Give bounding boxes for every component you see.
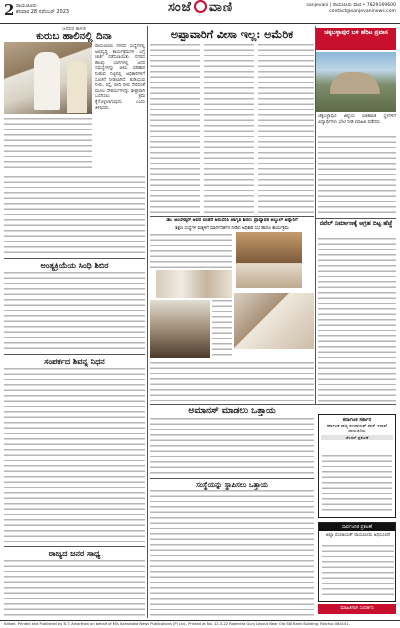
contact-line-2: contact@sanjevaninews.com [329, 9, 396, 14]
left-mid2-body-lines [4, 368, 145, 544]
left-story-text: ರಾಯಚೂರು ನಗರದ ಸಂಸ್ಥೆಗಳಲ್ಲಿ ಅಭಿವೃದ್ಧಿ ಕಾರ್ಯಕ್ರಮಗಳ ಬಗ್ಗೆ ಚರ್ಚೆ ನಡೆಸಲಾಯಿತು. ನಗರದ ಹಲವು ಭಾಗಗಳಲ್ಲಿ ಜನರ ಸಮಸ್ಯೆಗಳನ್ನು ಆಲಿಸಿ ಪರಿಹಾರ ನೀಡುವ ನಿಟ್ಟಿನಲ್ಲಿ ಅಧಿಕಾರಿಗಳಿಗೆ ಸೂಚನೆ ನೀಡಲಾಗಿದೆ. ಕುಡಿಯುವ ನೀರು, ರಸ್ತೆ, ಬೀದಿ ದೀಪ ಸೇರಿದಂತೆ ಮೂಲ ಸೌಕರ್ಯಗಳನ್ನು ಶೀಘ್ರವಾಗಿ ಒದಗಿಸಲು ಕ್ರಮ ಕೈಗೊಳ್ಳಲಾಗುವುದು ಎಂದು ತಿಳಿಸಿದರು. [95, 44, 145, 111]
contact-strip-ad: ಮಾಹಿತಿಗಾಗಿ ಸಂಪರ್ಕಿಸಿ [318, 604, 396, 614]
ad1-subtitle: ಕರ್ನಾಟಕ ರಾಜ್ಯ ಪಂಚಾಯತ್ ರಾಜ್ ಇಲಾಖೆ ರಾಯಚೂರು [327, 423, 387, 433]
center-portrait-photo [150, 300, 210, 358]
left-bottom-body-lines [4, 560, 145, 618]
center-low-body-lines [150, 418, 314, 476]
left-mid2-headline: ಸಂಪರ್ಕದ ಶಿವನ್ನ ನಿಧನ [44, 356, 105, 366]
center-low-headline-2: ಸಂಸ್ಥೆಯನ್ನು ಸ್ಥಾಪಿಸಲು ಒತ್ತಾಯ [196, 480, 268, 489]
right-mid-body-lines [318, 238, 396, 404]
date-line [16, 3, 126, 15]
date-city: ರಾಯಚೂರು [16, 3, 37, 9]
contact-line-1: sanjevani | ರಾಯಚೂರು ವಾಣಿ • 7829169600 [306, 3, 396, 8]
divider [150, 404, 396, 405]
ad2-body-lines [322, 545, 394, 599]
center-subhead: ಡಾ: ಅಂಬೇಡ್ಕರ್ ಅವರ ಚಿಂತನೆ ಅನುಸರಿಸಿ ಜಾಗೃತಿ ಶಿಬಿರ: ಪ್ರಾಧ್ಯಾಪಕ ಅಬ್ದುಲ್ ಅನ್ನಾರಿಗೆ [166, 218, 298, 223]
center-col-1-lines [150, 44, 200, 214]
government-tender-ad [318, 414, 396, 518]
center-low2-body-lines [150, 490, 314, 618]
divider [4, 354, 145, 355]
left-mid-body-lines [4, 272, 145, 352]
logo-right-text: ವಾಣಿ [208, 0, 234, 15]
center-meeting-photo [234, 293, 314, 349]
date-text: ಶನಿವಾರ 28 ನವೆಂಬರ್ 2023 [16, 9, 70, 15]
right-ribbon-headline: ಚಿಕ್ಕಬಳ್ಳಾಪುರ ಬಳಿ ಹೆರಿಟ ಪ್ರವಾಸ [316, 28, 396, 50]
center-col-3-lines [258, 44, 314, 214]
center-low-headline: ಅಮಾನಸ್ ಮಾಡಲು ಒತ್ತಾಯ [188, 406, 276, 416]
column-rule [147, 26, 148, 618]
masthead [0, 0, 400, 24]
divider [4, 258, 145, 259]
left-kicker: ಜನಪರ ಕಾಳಜಿ [62, 26, 86, 32]
right-mid-headline: ನವೆಲ್ ನಿರ್ಮಾಣಕ್ಕೆ ಆಗ್ರಹ ದಿಟ್ಟ ಹೆಜ್ಜೆ [319, 220, 393, 227]
page-number: 2 [4, 1, 15, 19]
right-top-text: ಚಿಕ್ಕಬಳ್ಳಾಪುರ ಜಿಲ್ಲೆಯ ಐತಿಹಾಸಿಕ ಸ್ಥಳಗಳಿಗೆ ವಿದ್ಯಾರ್ಥಿಗಳು ಭೇಟಿ ನೀಡಿ ಮಾಹಿತಿ ಪಡೆದರು. [318, 114, 396, 125]
ad2-bar: ಸಾರ್ವಜನಿಕ ಪ್ರಕಟಣೆ [319, 523, 395, 531]
right-heritage-photo [316, 52, 396, 112]
ad1-body-lines [322, 455, 392, 513]
logo-left-text: ಸಂಜೆ [168, 0, 192, 15]
divider [316, 218, 396, 219]
center-col-2-lines [204, 44, 254, 214]
center-headline: ಅಪ್ಪಾವಾರಿಗೆ ವೀಸಾ ಇಲ್ಲ: ಅಮೆರಿಕ [170, 28, 294, 41]
left-headline: ಕುರುಬ ಹಾಲಿನಲ್ಲಿ ದಿನಾ [36, 31, 112, 42]
ad1-title: ಕರ್ನಾಟಕ ಸರ್ಕಾರ [342, 417, 372, 423]
center-event-photo [236, 232, 302, 288]
imprint-footer: Edited, Printed and Published by B.T. Amarthan on behalf of M/s Karnataka News Publications (P) Ltd., Printed at No. 12-3-22 Rajendra Gunj Layout Near Old SBI Bank Building, Raichur-584101. [0, 620, 400, 628]
center-group-photo [156, 270, 232, 298]
left-story-body-lines [4, 118, 92, 172]
left-story-photo [4, 42, 92, 114]
public-notice-ad [318, 522, 396, 602]
center-mid-lines [150, 234, 232, 268]
center-subhead-2: ಶಿಕ್ಷಣ ಸಂಸ್ಥೆಗಳ ಮಕ್ಕಳಿಗೆ ಮಾರ್ಗದರ್ಶನ ನೀಡಿದ ಅಧಿಕಾರಿ ಸಭೆ ಹಾಗೂ ಕಾರ್ಯಕ್ರಮ [175, 226, 289, 231]
logo-circle-icon [194, 0, 207, 13]
newspaper-logo [168, 0, 233, 15]
left-story-body-lines-2 [4, 176, 145, 256]
center-narrow-lines [212, 300, 232, 358]
contact-info [276, 3, 396, 15]
left-bottom-headline: ರಾಜ್ಯದ ಜನರ ಸಾಧ್ಯ [48, 548, 101, 558]
left-mid-headline: ಅಂತ್ಯಕ್ರಿಯೆಯ ಸಿಂಧಿ ಶಿಬಿರ [40, 260, 109, 270]
divider [4, 546, 145, 547]
right-top-body-lines [318, 136, 396, 216]
divider [150, 216, 314, 217]
center-body-lines [150, 362, 314, 402]
divider [150, 478, 314, 479]
ad2-text: ಜಿಲ್ಲಾ ಪಂಚಾಯತ್ ರಾಯಚೂರು ಅಧಿಸೂಚನೆ [325, 533, 391, 538]
ad1-band: ಟೆಂಡರ್ ಪ್ರಕಟಣೆ [321, 435, 393, 440]
